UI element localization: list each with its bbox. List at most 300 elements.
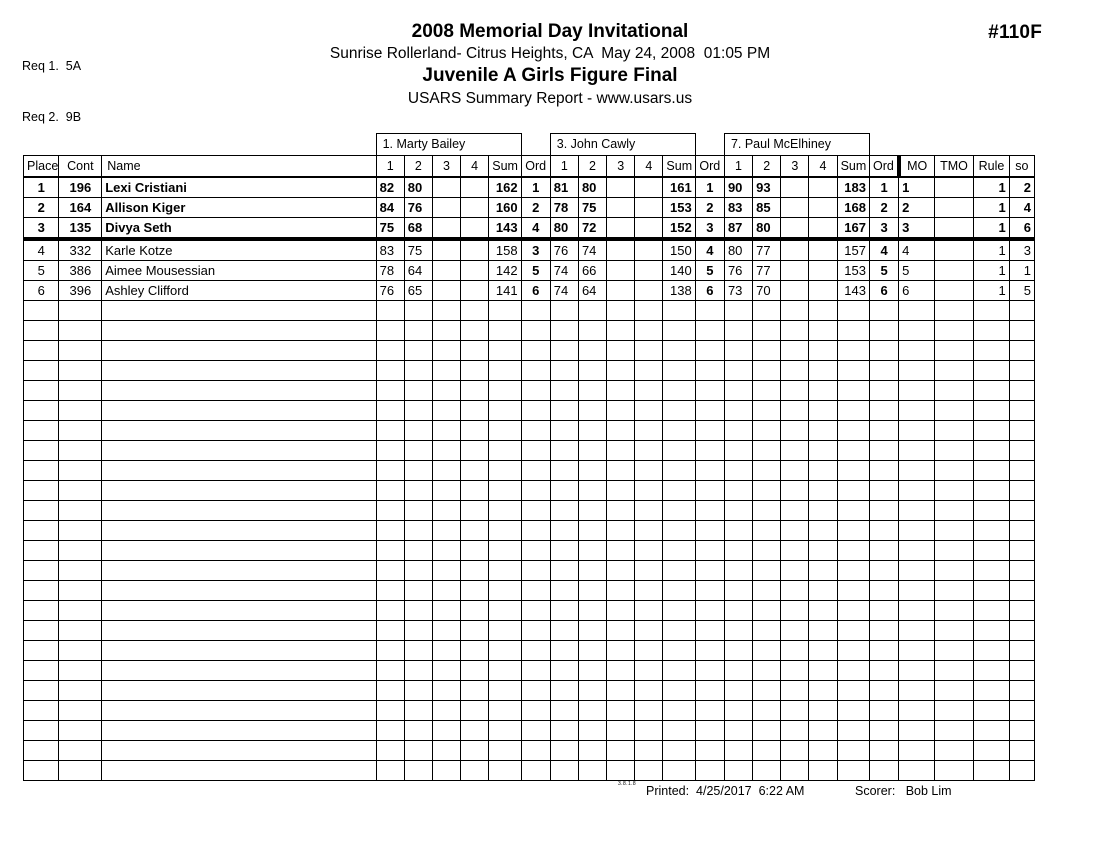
- cell-empty: [59, 481, 102, 501]
- cell-empty: [781, 301, 809, 321]
- table-row-empty[interactable]: [24, 541, 1035, 561]
- cell-judge3-fig2: 93: [753, 177, 781, 198]
- cell-empty: [837, 361, 869, 381]
- table-row[interactable]: [24, 239, 1035, 261]
- cell-judge1-ord: 2: [521, 198, 550, 218]
- cell-judge3-fig2: 70: [753, 281, 781, 301]
- cell-empty: [974, 401, 1009, 421]
- header-j3-ord: Ord: [869, 156, 898, 178]
- table-row-empty[interactable]: [24, 601, 1035, 621]
- cell-empty: [24, 321, 59, 341]
- cell-empty: [724, 761, 752, 781]
- cell-empty: [809, 381, 837, 401]
- table-row-empty[interactable]: [24, 321, 1035, 341]
- cell-judge1-fig3: [432, 239, 460, 261]
- table-row-empty[interactable]: [24, 721, 1035, 741]
- cell-cont: 164: [59, 198, 102, 218]
- cell-empty: [724, 561, 752, 581]
- cell-empty: [376, 441, 404, 461]
- cell-empty: [934, 381, 974, 401]
- cell-empty: [489, 601, 521, 621]
- cell-empty: [461, 501, 489, 521]
- cell-empty: [550, 301, 578, 321]
- table-row-empty[interactable]: [24, 621, 1035, 641]
- cell-empty: [550, 421, 578, 441]
- cell-empty: [607, 321, 635, 341]
- cell-judge2-ord: 5: [695, 261, 724, 281]
- cell-empty: [578, 421, 606, 441]
- table-row-empty[interactable]: [24, 661, 1035, 681]
- cell-empty: [809, 361, 837, 381]
- report-subtitle: USARS Summary Report - www.usars.us: [407, 90, 693, 107]
- cell-judge3-fig3: [781, 261, 809, 281]
- cell-empty: [550, 461, 578, 481]
- cell-empty: [521, 561, 550, 581]
- cell-empty: [724, 701, 752, 721]
- cell-empty: [102, 701, 376, 721]
- cell-empty: [59, 741, 102, 761]
- cell-empty: [635, 381, 663, 401]
- cell-empty: [607, 561, 635, 581]
- cell-empty: [635, 361, 663, 381]
- cell-empty: [607, 621, 635, 641]
- cell-empty: [578, 661, 606, 681]
- cell-judge2-fig4: [635, 218, 663, 240]
- cell-rule: 1: [974, 239, 1009, 261]
- cell-empty: [404, 541, 432, 561]
- cell-empty: [432, 461, 460, 481]
- cell-empty: [578, 501, 606, 521]
- cell-empty: [934, 561, 974, 581]
- header-tmo: TMO: [934, 156, 974, 178]
- cell-empty: [578, 481, 606, 501]
- cell-empty: [607, 681, 635, 701]
- cell-empty: [869, 601, 898, 621]
- cell-empty: [376, 301, 404, 321]
- cell-empty: [461, 741, 489, 761]
- cell-empty: [934, 581, 974, 601]
- cell-empty: [663, 501, 695, 521]
- cell-empty: [59, 501, 102, 521]
- header-j2-fig3: 3: [607, 156, 635, 178]
- cell-empty: [59, 541, 102, 561]
- cell-empty: [461, 721, 489, 741]
- cell-empty: [753, 721, 781, 741]
- document-number: #110F: [988, 22, 1042, 43]
- cell-mo: 6: [899, 281, 934, 301]
- header-j2-fig4: 4: [635, 156, 663, 178]
- cell-empty: [837, 301, 869, 321]
- cell-empty: [376, 581, 404, 601]
- cell-empty: [521, 681, 550, 701]
- table-row[interactable]: [24, 177, 1035, 198]
- cell-judge3-fig2: 77: [753, 239, 781, 261]
- cell-empty: [837, 421, 869, 441]
- cell-empty: [24, 521, 59, 541]
- cell-empty: [404, 421, 432, 441]
- cell-empty: [974, 481, 1009, 501]
- cell-empty: [695, 561, 724, 581]
- cell-empty: [809, 481, 837, 501]
- footer: [23, 783, 1035, 805]
- cell-empty: [781, 481, 809, 501]
- cell-empty: [432, 541, 460, 561]
- cell-empty: [663, 381, 695, 401]
- cell-rule: 1: [974, 218, 1009, 240]
- cell-so: 3: [1009, 239, 1034, 261]
- cell-judge3-sum: 143: [837, 281, 869, 301]
- cell-empty: [663, 701, 695, 721]
- cell-empty: [663, 561, 695, 581]
- cell-empty: [869, 681, 898, 701]
- cell-empty: [404, 361, 432, 381]
- cell-judge3-fig3: [781, 198, 809, 218]
- cell-empty: [724, 361, 752, 381]
- cell-empty: [102, 301, 376, 321]
- cell-empty: [837, 581, 869, 601]
- cell-empty: [753, 581, 781, 601]
- cell-empty: [578, 341, 606, 361]
- cell-empty: [578, 741, 606, 761]
- table-row-empty[interactable]: [24, 301, 1035, 321]
- cell-empty: [724, 681, 752, 701]
- cell-empty: [695, 601, 724, 621]
- cell-empty: [404, 521, 432, 541]
- table-row[interactable]: [24, 281, 1035, 301]
- cell-judge1-ord: 4: [521, 218, 550, 240]
- table-row-empty[interactable]: [24, 561, 1035, 581]
- results-table: [23, 133, 1035, 781]
- cell-empty: [24, 661, 59, 681]
- table-row-empty[interactable]: [24, 501, 1035, 521]
- cell-empty: [899, 361, 934, 381]
- cell-empty: [695, 641, 724, 661]
- header-j3-fig4: 4: [809, 156, 837, 178]
- cell-judge1-fig3: [432, 198, 460, 218]
- cell-empty: [663, 641, 695, 661]
- cell-empty: [607, 481, 635, 501]
- cell-empty: [376, 461, 404, 481]
- cell-empty: [59, 401, 102, 421]
- cell-empty: [974, 441, 1009, 461]
- cell-empty: [24, 421, 59, 441]
- cell-empty: [404, 661, 432, 681]
- cell-empty: [461, 701, 489, 721]
- cell-judge3-sum: 153: [837, 261, 869, 281]
- table-row-empty[interactable]: [24, 441, 1035, 461]
- cell-empty: [102, 341, 376, 361]
- spacer-mo: [899, 134, 934, 156]
- cell-empty: [24, 541, 59, 561]
- cell-empty: [809, 721, 837, 741]
- cell-empty: [461, 661, 489, 681]
- cell-empty: [781, 721, 809, 741]
- cell-empty: [1009, 761, 1034, 781]
- cell-empty: [724, 401, 752, 421]
- cell-empty: [24, 681, 59, 701]
- table-row-empty[interactable]: [24, 701, 1035, 721]
- cell-empty: [24, 361, 59, 381]
- cell-empty: [974, 501, 1009, 521]
- cell-empty: [521, 361, 550, 381]
- cell-empty: [59, 641, 102, 661]
- table-row-empty[interactable]: [24, 381, 1035, 401]
- cell-empty: [607, 661, 635, 681]
- table-row-empty[interactable]: [24, 521, 1035, 541]
- cell-empty: [753, 341, 781, 361]
- cell-empty: [521, 541, 550, 561]
- cell-empty: [1009, 381, 1034, 401]
- table-row-empty[interactable]: [24, 681, 1035, 701]
- cell-empty: [102, 321, 376, 341]
- cell-empty: [934, 341, 974, 361]
- table-row-empty[interactable]: [24, 581, 1035, 601]
- cell-judge2-fig1: 76: [550, 239, 578, 261]
- cell-empty: [489, 641, 521, 661]
- cell-empty: [869, 521, 898, 541]
- cell-judge1-fig3: [432, 261, 460, 281]
- header-j1-fig2: 2: [404, 156, 432, 178]
- cell-empty: [934, 721, 974, 741]
- cell-empty: [432, 741, 460, 761]
- cell-empty: [1009, 741, 1034, 761]
- cell-empty: [376, 341, 404, 361]
- cell-judge1-ord: 3: [521, 239, 550, 261]
- cell-judge3-fig1: 80: [724, 239, 752, 261]
- cell-empty: [724, 621, 752, 641]
- cell-empty: [607, 461, 635, 481]
- cell-judge2-fig4: [635, 198, 663, 218]
- cell-empty: [59, 461, 102, 481]
- table-row[interactable]: [24, 198, 1035, 218]
- cell-empty: [102, 561, 376, 581]
- cell-judge2-fig3: [607, 239, 635, 261]
- cell-empty: [695, 481, 724, 501]
- cell-empty: [781, 441, 809, 461]
- cell-empty: [869, 381, 898, 401]
- table-row[interactable]: [24, 218, 1035, 240]
- cell-empty: [837, 661, 869, 681]
- cell-empty: [974, 601, 1009, 621]
- table-row-empty[interactable]: [24, 741, 1035, 761]
- cell-empty: [24, 641, 59, 661]
- cell-empty: [899, 421, 934, 441]
- cell-empty: [869, 341, 898, 361]
- table-row[interactable]: [24, 261, 1035, 281]
- cell-empty: [724, 461, 752, 481]
- cell-empty: [404, 741, 432, 761]
- table-row-empty[interactable]: [24, 481, 1035, 501]
- cell-empty: [809, 701, 837, 721]
- table-row-empty[interactable]: [24, 341, 1035, 361]
- cell-empty: [1009, 401, 1034, 421]
- cell-empty: [59, 681, 102, 701]
- cell-judge1-sum: 142: [489, 261, 521, 281]
- cell-empty: [753, 561, 781, 581]
- table-row-empty[interactable]: [24, 761, 1035, 781]
- cell-empty: [753, 321, 781, 341]
- cell-empty: [974, 741, 1009, 761]
- cell-cont: 332: [59, 239, 102, 261]
- cell-judge2-ord: 1: [695, 177, 724, 198]
- cell-empty: [809, 621, 837, 641]
- cell-empty: [461, 441, 489, 461]
- cell-judge3-sum: 168: [837, 198, 869, 218]
- cell-empty: [578, 641, 606, 661]
- cell-empty: [489, 701, 521, 721]
- cell-judge2-fig1: 78: [550, 198, 578, 218]
- cell-empty: [974, 721, 1009, 741]
- cell-empty: [607, 381, 635, 401]
- table-row-empty[interactable]: [24, 361, 1035, 381]
- cell-empty: [934, 461, 974, 481]
- cell-empty: [781, 761, 809, 781]
- cell-empty: [781, 421, 809, 441]
- cell-empty: [1009, 421, 1034, 441]
- table-row-empty[interactable]: [24, 461, 1035, 481]
- cell-name: Divya Seth: [102, 218, 376, 240]
- header-name: Name: [102, 156, 376, 178]
- cell-empty: [550, 681, 578, 701]
- cell-empty: [550, 521, 578, 541]
- table-row-empty[interactable]: [24, 641, 1035, 661]
- judge-panel-3-label: 7. Paul McElhiney: [724, 134, 869, 156]
- cell-empty: [974, 661, 1009, 681]
- cell-empty: [432, 701, 460, 721]
- cell-judge1-sum: 158: [489, 239, 521, 261]
- header-j2-ord: Ord: [695, 156, 724, 178]
- cell-empty: [102, 681, 376, 701]
- cell-empty: [724, 581, 752, 601]
- cell-empty: [521, 761, 550, 781]
- cell-empty: [635, 301, 663, 321]
- cell-empty: [521, 721, 550, 741]
- cell-empty: [578, 581, 606, 601]
- cell-empty: [550, 621, 578, 641]
- version-code: 3.8.1.8: [618, 781, 637, 787]
- cell-empty: [837, 601, 869, 621]
- cell-empty: [934, 421, 974, 441]
- cell-empty: [899, 461, 934, 481]
- cell-name: Allison Kiger: [102, 198, 376, 218]
- cell-place: 1: [24, 177, 59, 198]
- cell-empty: [781, 501, 809, 521]
- cell-empty: [695, 341, 724, 361]
- cell-judge3-fig4: [809, 239, 837, 261]
- cell-empty: [432, 321, 460, 341]
- cell-judge1-fig4: [461, 239, 489, 261]
- cell-empty: [550, 741, 578, 761]
- cell-empty: [724, 381, 752, 401]
- cell-empty: [59, 361, 102, 381]
- cell-empty: [489, 461, 521, 481]
- table-row-empty[interactable]: [24, 401, 1035, 421]
- cell-empty: [663, 361, 695, 381]
- cell-empty: [404, 401, 432, 421]
- cell-empty: [607, 501, 635, 521]
- cell-empty: [24, 761, 59, 781]
- cell-empty: [461, 301, 489, 321]
- cell-empty: [695, 421, 724, 441]
- cell-empty: [837, 401, 869, 421]
- cell-empty: [404, 581, 432, 601]
- cell-empty: [24, 581, 59, 601]
- cell-empty: [724, 521, 752, 541]
- cell-judge2-fig3: [607, 177, 635, 198]
- cell-empty: [635, 521, 663, 541]
- column-header-row: [24, 156, 1035, 178]
- cell-empty: [1009, 321, 1034, 341]
- cell-judge3-ord: 4: [869, 239, 898, 261]
- cell-empty: [781, 641, 809, 661]
- cell-empty: [102, 361, 376, 381]
- cell-empty: [663, 721, 695, 741]
- cell-empty: [461, 321, 489, 341]
- cell-empty: [578, 561, 606, 581]
- cell-empty: [550, 501, 578, 521]
- cell-empty: [404, 641, 432, 661]
- cell-empty: [376, 621, 404, 641]
- cell-empty: [376, 741, 404, 761]
- cell-empty: [899, 681, 934, 701]
- cell-empty: [974, 561, 1009, 581]
- cell-empty: [635, 581, 663, 601]
- cell-empty: [521, 701, 550, 721]
- cell-empty: [837, 701, 869, 721]
- cell-empty: [489, 721, 521, 741]
- cell-empty: [934, 701, 974, 721]
- cell-empty: [663, 481, 695, 501]
- header-j1-fig1: 1: [376, 156, 404, 178]
- cell-mo: 4: [899, 239, 934, 261]
- cell-empty: [724, 421, 752, 441]
- cell-so: 4: [1009, 198, 1034, 218]
- cell-empty: [663, 681, 695, 701]
- cell-empty: [781, 701, 809, 721]
- cell-empty: [974, 761, 1009, 781]
- cell-empty: [899, 541, 934, 561]
- cell-empty: [102, 401, 376, 421]
- cell-empty: [521, 741, 550, 761]
- cell-empty: [809, 661, 837, 681]
- cell-tmo: [934, 261, 974, 281]
- cell-empty: [376, 641, 404, 661]
- cell-empty: [899, 621, 934, 641]
- cell-empty: [695, 301, 724, 321]
- cell-empty: [461, 481, 489, 501]
- cell-empty: [102, 661, 376, 681]
- cell-empty: [809, 681, 837, 701]
- table-row-empty[interactable]: [24, 421, 1035, 441]
- cell-empty: [724, 321, 752, 341]
- cell-empty: [635, 561, 663, 581]
- cell-empty: [607, 521, 635, 541]
- cell-judge1-fig1: 75: [376, 218, 404, 240]
- cell-judge3-fig4: [809, 218, 837, 240]
- cell-empty: [521, 501, 550, 521]
- header-j2-fig2: 2: [578, 156, 606, 178]
- cell-empty: [974, 301, 1009, 321]
- cell-empty: [753, 601, 781, 621]
- cell-judge3-fig3: [781, 239, 809, 261]
- cell-empty: [607, 761, 635, 781]
- cell-empty: [753, 641, 781, 661]
- spacer-so: [1009, 134, 1034, 156]
- cell-empty: [781, 401, 809, 421]
- cell-empty: [376, 421, 404, 441]
- cell-empty: [934, 621, 974, 641]
- cell-empty: [781, 541, 809, 561]
